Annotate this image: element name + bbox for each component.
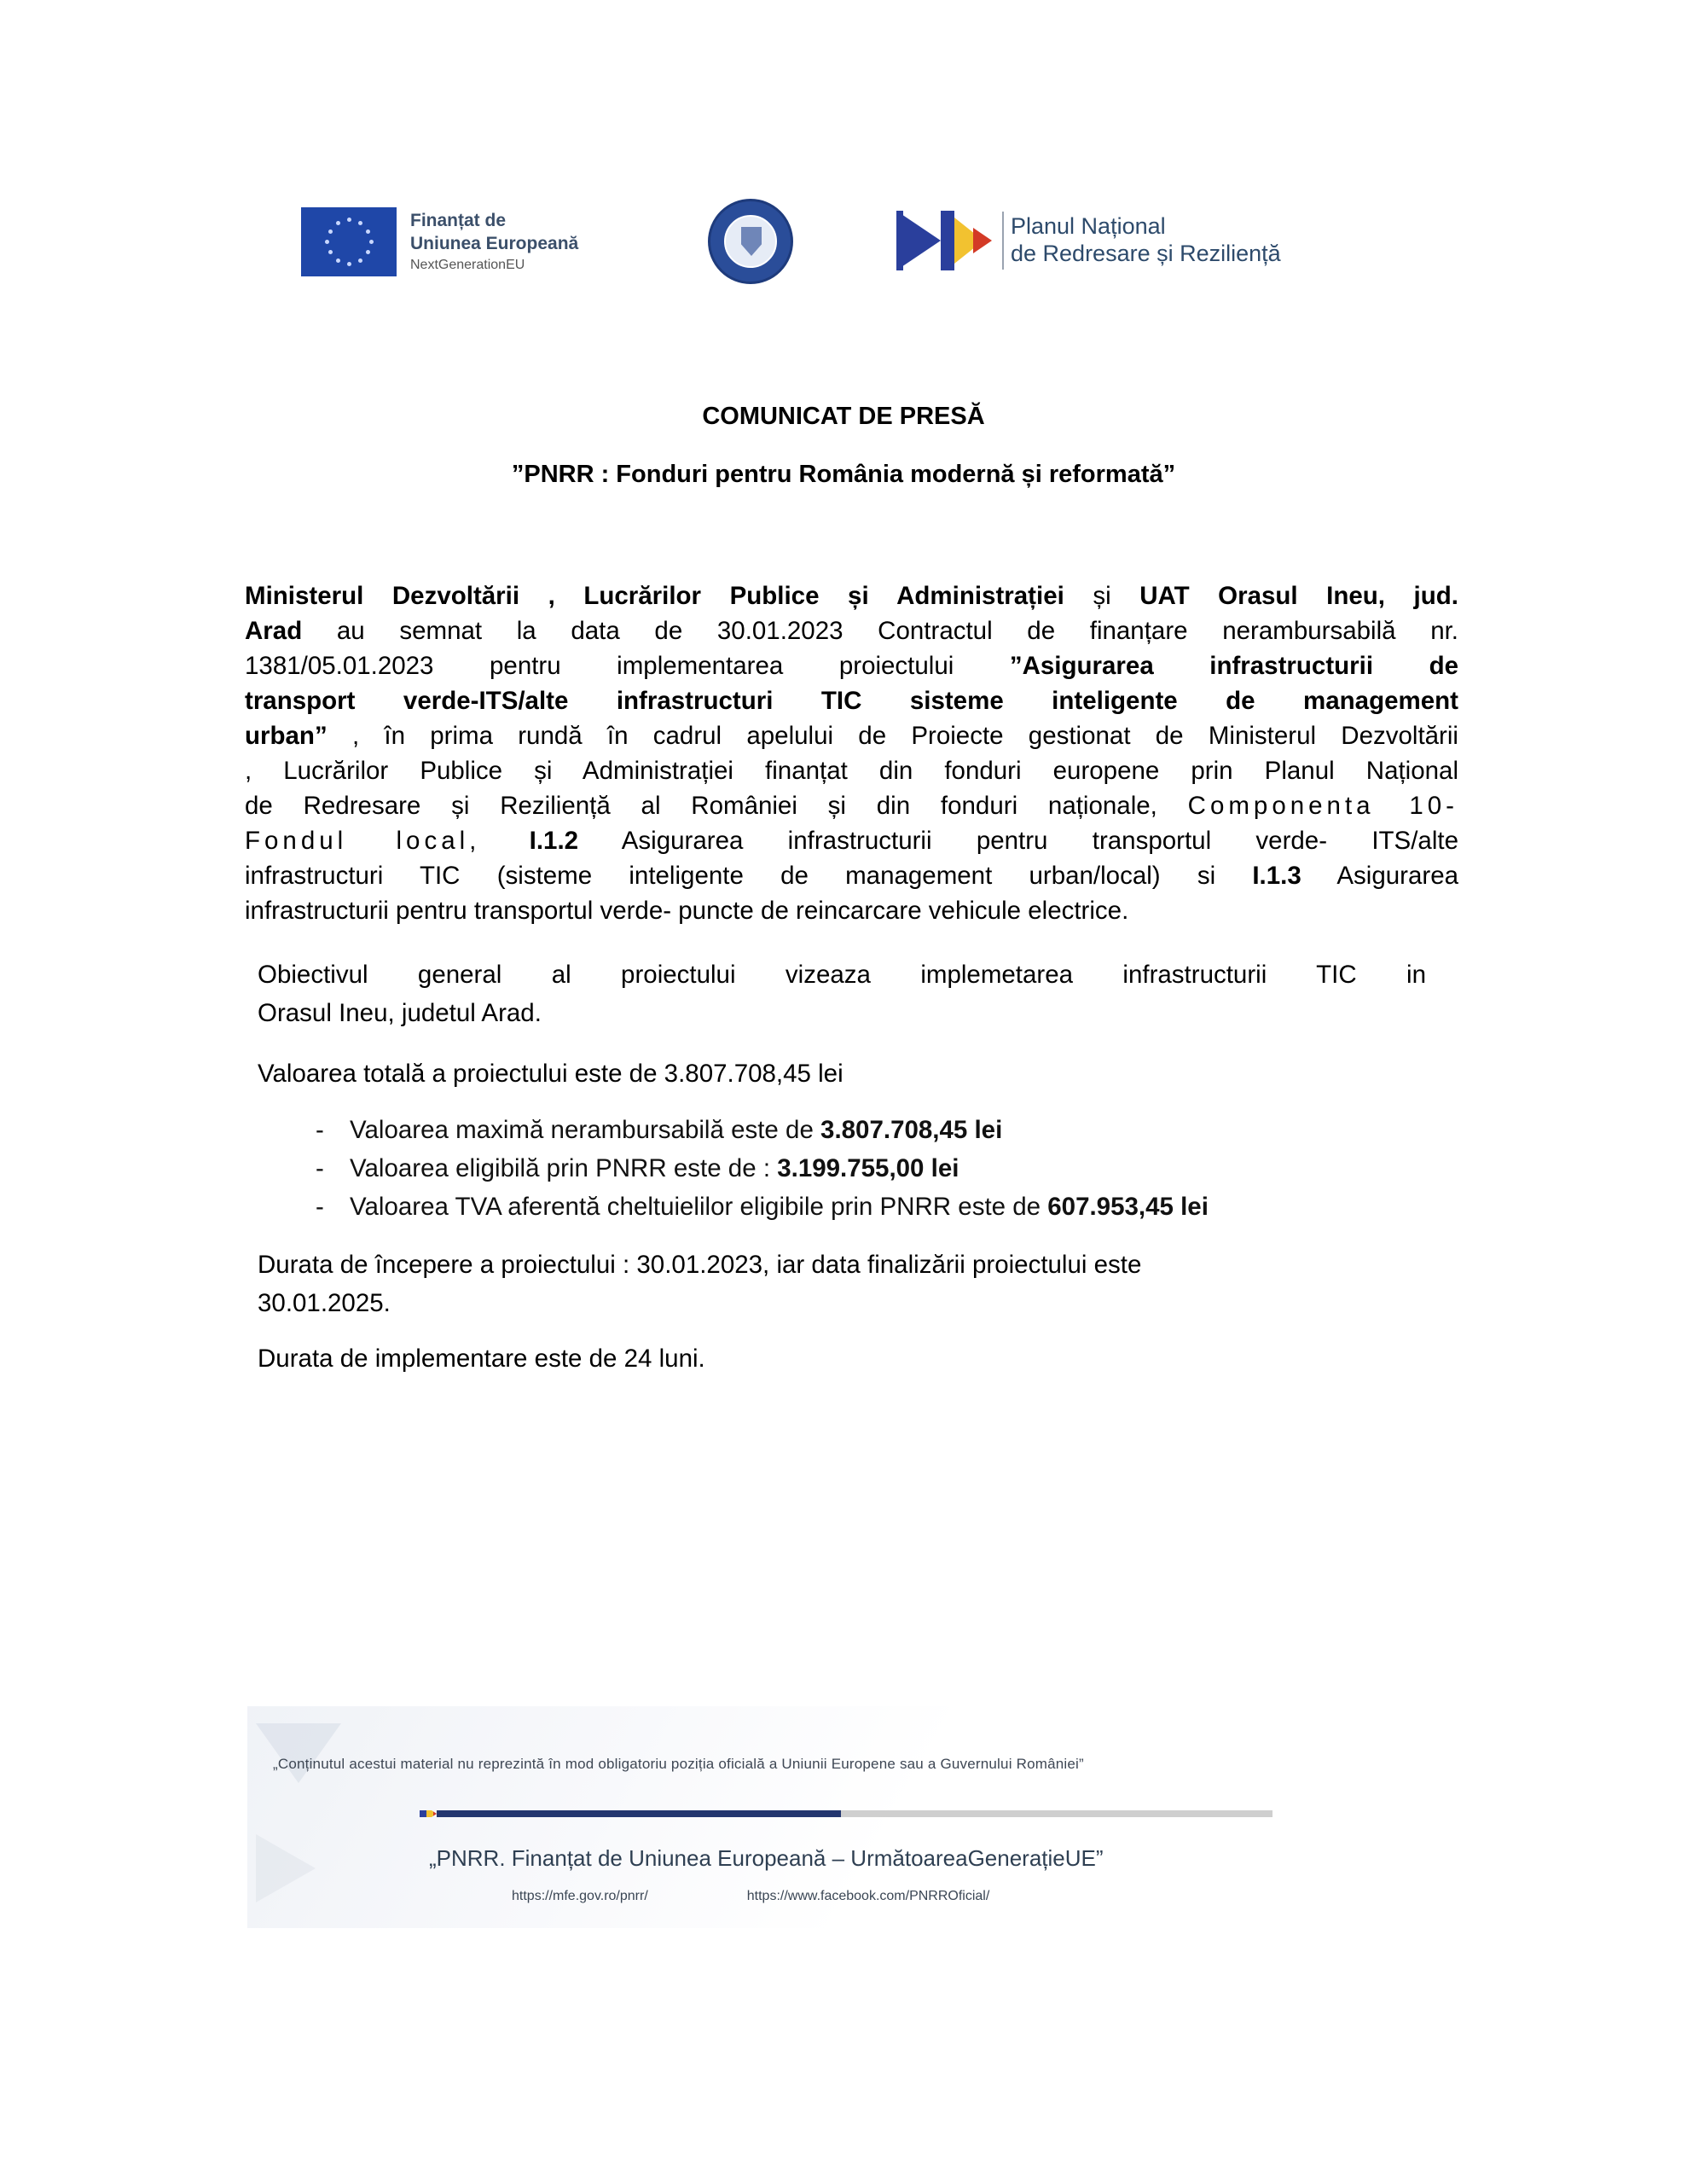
text: Asigurarea xyxy=(1301,862,1459,890)
document-subtitle: ”PNRR : Fonduri pentru România modernă și reformată” xyxy=(511,461,1176,488)
logo-divider xyxy=(1002,212,1004,270)
list-item-text: Valoarea eligibilă prin PNRR este de : xyxy=(350,1154,778,1182)
decorative-triangle-icon xyxy=(256,1834,316,1902)
text: Asigurarea infrastructurii pentru transportul verde- ITS/alte xyxy=(578,827,1458,855)
county-name: Arad xyxy=(245,617,303,645)
objective-line: Orasul Ineu, judetul Arad. xyxy=(258,999,542,1027)
dates-line: 30.01.2025. xyxy=(258,1289,391,1317)
implementation-duration: Durata de implementare este de 24 luni. xyxy=(258,1345,705,1373)
fund-label: Fondul local, xyxy=(245,827,530,855)
footer-bar-grey xyxy=(841,1810,1272,1817)
eu-logo-line2: Uniunea Europeană xyxy=(410,233,579,253)
list-item-text: Valoarea maximă nerambursabilă este de xyxy=(350,1116,821,1144)
text: infrastructuri TIC (sisteme inteligente de management urban/local) si xyxy=(245,862,1253,890)
measure-code: I.1.2 xyxy=(529,827,579,855)
footer-bar xyxy=(420,1810,1272,1817)
list-item-value: 607.953,45 lei xyxy=(1047,1193,1209,1221)
beneficiary-name: UAT Orasul Ineu, jud. xyxy=(1139,582,1458,610)
bullet-dash: - xyxy=(316,1154,324,1182)
value-list xyxy=(258,1111,1209,1226)
list-item xyxy=(258,1149,1209,1188)
eu-funding-logo xyxy=(301,207,578,276)
link-mfe[interactable]: https://mfe.gov.ro/pnrr/ xyxy=(512,1889,648,1903)
text: infrastructurii pentru transportul verde- puncte de reincarcare vehicule electrice. xyxy=(245,897,1129,925)
pnrr-logo-line2: de Redresare și Reziliență xyxy=(1011,241,1281,266)
text: și xyxy=(1064,582,1140,610)
eu-flag-icon xyxy=(301,207,397,276)
text: , Lucrărilor Publice și Administrației finanțat din fonduri europene prin Planul Național xyxy=(245,757,1458,785)
list-item-value: 3.807.708,45 lei xyxy=(820,1116,1003,1144)
footer-disclaimer: „Conținutul acestui material nu reprezintă în mod obligatoriu poziția oficială a Uniunii Europene sau a Guvernului României” xyxy=(273,1756,1084,1772)
project-title-part: urban” xyxy=(245,722,328,750)
intro-paragraph xyxy=(245,578,1458,928)
eu-logo-line3: NextGenerationEU xyxy=(410,257,525,272)
list-item xyxy=(258,1188,1209,1226)
document-title: COMUNICAT DE PRESĂ xyxy=(702,403,985,430)
text: , în prima rundă în cadrul apelului de Proiecte gestionat de Ministerul Dezvoltării xyxy=(327,722,1458,750)
measure-code: I.1.3 xyxy=(1252,862,1301,890)
bullet-dash: - xyxy=(316,1116,324,1144)
text: au semnat la data de 30.01.2023 Contractul de finanțare nerambursabilă nr. xyxy=(302,617,1458,645)
project-title-part: ”Asigurarea infrastructurii de xyxy=(1009,652,1458,680)
objective-line: Obiectivul general al proiectului vizeaza implemetarea infrastructurii TIC in xyxy=(258,961,1426,989)
project-title-part: transport verde-ITS/alte infrastructuri TIC sisteme inteligente de management xyxy=(245,687,1458,715)
text: 1381/05.01.2023 pentru implementarea proiectului xyxy=(245,652,1010,680)
list-item-value: 3.199.755,00 lei xyxy=(777,1154,959,1182)
list-item xyxy=(258,1111,1209,1149)
link-facebook[interactable]: https://www.facebook.com/PNRROficial/ xyxy=(746,1889,990,1903)
bullet-dash: - xyxy=(316,1193,324,1221)
ministry-name: Ministerul Dezvoltării , Lucrărilor Publice și Administrației xyxy=(245,582,1064,610)
pnrr-arrow-icon xyxy=(420,1810,437,1817)
text: de Redresare și Reziliență al României și din fonduri naționale, xyxy=(245,792,1188,820)
dates-line: Durata de începere a proiectului : 30.01.2023, iar data finalizării proiectului este xyxy=(258,1251,1142,1279)
objective-paragraph xyxy=(258,956,1426,1032)
pnrr-logo-line1: Planul Național xyxy=(1011,213,1166,240)
eu-logo-line1: Finanțat de xyxy=(410,211,507,231)
list-item-text: Valoarea TVA aferentă cheltuielilor eligibile prin PNRR este de xyxy=(350,1193,1048,1221)
total-value: Valoarea totală a proiectului este de 3.807.708,45 lei xyxy=(258,1060,844,1088)
component-label: Componenta 10- xyxy=(1187,792,1458,820)
footer-slogan: „PNRR. Finanțat de Uniunea Europeană – UrmătoareaGenerațieUE” xyxy=(429,1845,1104,1871)
dates-paragraph xyxy=(258,1246,1141,1322)
footer-links xyxy=(512,1889,989,1904)
pnrr-arrow-icon xyxy=(896,211,997,270)
guvernul-romaniei-seal-icon xyxy=(708,199,793,284)
footer-bar-blue xyxy=(437,1810,841,1817)
decorative-triangle-icon xyxy=(256,1723,341,1783)
pnrr-logo xyxy=(896,211,1281,270)
